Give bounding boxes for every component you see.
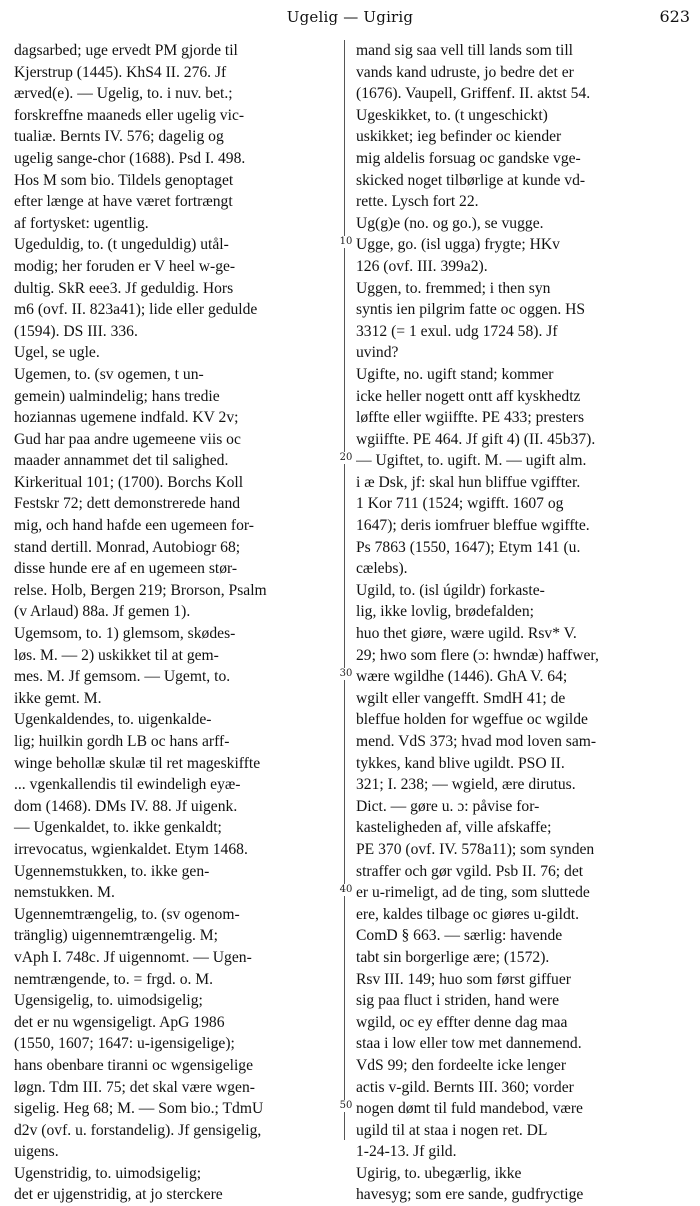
text-line: løffte eller wgiiffte. PE 433; presters	[356, 409, 585, 427]
text-line: Rsv III. 149; huo som først giffuer	[356, 970, 571, 988]
text-line: huo thet giøre, wære ugild. Rsv* V.	[356, 625, 577, 643]
text-line: ere, kaldes tilbage oc giøres u-gildt.	[356, 905, 580, 923]
text-line: (v Arlaud) 88a. Jf gemen 1).	[14, 603, 191, 621]
text-line: 126 (ovf. III. 399a2).	[356, 257, 488, 275]
right-column	[356, 40, 692, 1204]
text-line: 321; I. 238; — wgield, ære dirutus.	[356, 776, 576, 794]
text-line: dom (1468). DMs IV. 88. Jf uigenk.	[14, 797, 238, 815]
line-number: 10	[336, 236, 356, 248]
text-line: Hos M som bio. Tildels genoptaget	[14, 171, 234, 189]
text-line: PE 370 (ovf. IV. 578a11); som synden	[356, 840, 595, 858]
text-line: (1550, 1607; 1647: u-igensigelige);	[14, 1035, 235, 1053]
text-line: løgn. Tdm III. 75; det skal være wgen-	[14, 1078, 255, 1096]
text-line: ugild til at staa i nogen ret. DL	[356, 1121, 548, 1139]
page-number: 623	[659, 7, 690, 26]
text-line: uvind?	[356, 344, 399, 362]
text-line: det er ujgenstridig, at jo sterckere	[14, 1186, 223, 1204]
line-number: 20	[336, 452, 356, 464]
text-line: — Ugiftet, to. ugift. M. — ugift alm.	[356, 452, 587, 470]
text-line: sig paa fluct i striden, hand were	[356, 992, 560, 1010]
text-line: gemein) ualmindelig; hans tredie	[14, 387, 220, 405]
text-line: skicked noget tilbørlige at kunde vd-	[356, 171, 586, 189]
text-line: (1676). Vaupell, Griffenf. II. aktst 54.	[356, 85, 591, 103]
column-divider	[344, 40, 345, 1140]
line-number: 30	[336, 668, 356, 680]
text-line: d2v (ovf. u. forstandelig). Jf gensigelig,	[14, 1121, 262, 1139]
text-line: dultig. SkR eee3. Jf geduldig. Hors	[14, 279, 234, 297]
text-line: maader annammet det til salighed.	[14, 452, 229, 470]
text-line: m6 (ovf. II. 823a41); lide eller gedulde	[14, 301, 258, 319]
text-line: i æ Dsk, jf: skal hun bliffue vgiffter.	[356, 473, 581, 491]
text-line: ærved(e). — Ugelig, to. i nuv. bet.;	[14, 85, 233, 103]
text-line: hoziannas ugemene indfald. KV 2v;	[14, 409, 239, 427]
text-line: tabt sin borgerlige ære; (1572).	[356, 948, 550, 966]
text-line: Ugel, se ugle.	[14, 344, 100, 362]
text-line: sigelig. Heg 68; M. — Som bio.; TdmU	[14, 1100, 264, 1118]
text-line: er u-rimeligt, ad de ting, som sluttede	[356, 884, 590, 902]
text-line: cælebs).	[356, 560, 408, 578]
line-number: 50	[336, 1100, 356, 1112]
text-line: Uggen, to. fremmed; i then syn	[356, 279, 551, 297]
text-line: Dict. — gøre u. ɔ: påvise for-	[356, 797, 540, 815]
text-line: mig aldelis forsuag oc gandske vge-	[356, 149, 581, 167]
text-line: mend. VdS 373; hvad mod loven sam-	[356, 733, 597, 750]
text-line: stand dertill. Monrad, Autobiogr 68;	[14, 538, 241, 556]
text-line: Ugenstridig, to. uimodsigelig;	[14, 1164, 202, 1182]
text-line: (1594). DS III. 336.	[14, 322, 138, 340]
text-line: actis v-gild. Bernts III. 360; vorder	[356, 1078, 574, 1096]
text-line: nogen dømt til fuld mandebod, være	[356, 1100, 583, 1118]
text-line: forskreffne maaneds eller ugelig vic-	[14, 106, 245, 124]
text-line: relse. Holb, Bergen 219; Brorson, Psalm	[14, 581, 267, 599]
text-line: Ugennemstukken, to. ikke gen-	[14, 862, 210, 880]
text-line: vAph I. 748c. Jf uigennomt. — Ugen-	[14, 948, 252, 966]
text-line: løs. M. — 2) uskikket til at gem-	[14, 646, 219, 664]
text-line: ComD § 663. — særlig: havende	[356, 927, 563, 945]
text-line: 1647); deris iomfruer bleffue wgiffte.	[356, 517, 590, 535]
text-line: Ugennemtrængelig, to. (sv ogenom-	[14, 905, 240, 923]
text-line: wgild, oc ey effter denne dag maa	[356, 1013, 568, 1031]
text-line: wære wgildhe (1446). GhA V. 64;	[356, 668, 568, 686]
text-line: lig, ikke lovlig, brødefalden;	[356, 603, 534, 621]
text-line: mig, och hand hafde een ugemeen for-	[14, 517, 254, 535]
text-line: nemtrængende, to. = frgd. o. M.	[14, 970, 214, 988]
text-line: tykkes, kand blive ugildt. PSO II.	[356, 754, 565, 772]
text-line: af fortysket: ugentlig.	[14, 214, 149, 232]
text-line: Kirkeritual 101; (1700). Borchs Koll	[14, 473, 244, 491]
text-line: det er nu wgensigeligt. ApG 1986	[14, 1013, 225, 1031]
text-line: dagsarbed; uge ervedt PM gjorde til	[14, 42, 238, 59]
text-line: staa i low eller tow met dannemend.	[356, 1035, 582, 1053]
text-line: Ugemen, to. (sv ogemen, t un-	[14, 365, 204, 383]
running-header	[0, 4, 700, 30]
text-line: — Ugenkaldet, to. ikke genkaldt;	[14, 819, 222, 837]
text-line: mand sig saa vell till lands som till	[356, 42, 573, 59]
text-line: disse hunde ere af en ugemeen stør-	[14, 560, 238, 578]
text-line: Ugeskikket, to. (t ungeschickt)	[356, 106, 548, 124]
text-line: kasteligheden af, ville afskaffe;	[356, 819, 552, 837]
text-line: hans obenbare tiranni oc wgensigelige	[14, 1056, 254, 1074]
text-line: ... vgenkallendis til ewindeligh eyæ-	[14, 776, 241, 794]
text-line: Festskr 72; dett demonstrerede hand	[14, 495, 241, 513]
text-line: Gud har paa andre ugemeene viis oc	[14, 430, 241, 448]
text-line: 3312 (= 1 exul. udg 1724 58). Jf	[356, 322, 558, 340]
left-column	[14, 40, 332, 1204]
text-line: havesyg; som ere sande, gudfryctige	[356, 1186, 584, 1204]
running-title: Ugelig — Ugirig	[286, 8, 414, 26]
text-line: Ugeduldig, to. (t ungeduldig) utål-	[14, 236, 229, 254]
text-line: 1-24-13. Jf gild.	[356, 1143, 457, 1161]
line-number: 40	[336, 884, 356, 896]
text-line: Ugemsom, to. 1) glemsom, skødes-	[14, 625, 236, 643]
text-line: tränglig) uigennemtrængelig. M;	[14, 927, 218, 945]
text-line: bleffue holden for wgeffue oc wgilde	[356, 711, 588, 729]
text-line: uigens.	[14, 1143, 59, 1161]
text-line: Ugenkaldendes, to. uigenkalde-	[14, 711, 212, 729]
text-line: wgiiffte. PE 464. Jf gift 4) (II. 45b37).	[356, 430, 596, 448]
text-line: lig; huilkin gordh LB oc hans arff-	[14, 733, 230, 750]
text-line: Ug(g)e (no. og go.), se vugge.	[356, 214, 544, 232]
text-line: rette. Lysch fort 22.	[356, 193, 479, 211]
text-line: Ugild, to. (isl úgildr) forkaste-	[356, 581, 545, 599]
text-line: ugelig sange-chor (1688). Psd I. 498.	[14, 149, 246, 167]
text-line: winge behollæ skulæ til ret mageskiffte	[14, 754, 261, 772]
text-line: Ugifte, no. ugift stand; kommer	[356, 365, 554, 383]
text-line: mes. M. Jf gemsom. — Ugemt, to.	[14, 668, 231, 686]
text-line: vands kand udruste, jo bedre det er	[356, 63, 574, 81]
text-line: Ps 7863 (1550, 1647); Etym 141 (u.	[356, 538, 581, 556]
text-line: nemstukken. M.	[14, 884, 115, 902]
text-line: Ugge, go. (isl ugga) frygte; HKv	[356, 236, 560, 254]
text-line: uskikket; ieg befinder oc kiender	[356, 128, 562, 146]
text-line: irrevocatus, wgienkaldet. Etym 1468.	[14, 840, 248, 858]
text-line: 1 Kor 711 (1524; wgifft. 1607 og	[356, 495, 564, 513]
text-line: efter længe at have været fortrængt	[14, 193, 233, 211]
text-line: Ugensigelig, to. uimodsigelig;	[14, 992, 203, 1010]
text-line: syntis ien pilgrim fatte oc oggen. HS	[356, 301, 586, 319]
text-line: Kjerstrup (1445). KhS4 II. 276. Jf	[14, 63, 227, 81]
text-line: straffer och gør vgild. Psb II. 76; det	[356, 862, 584, 880]
text-line: wgilt eller vangefft. SmdH 41; de	[356, 689, 566, 707]
text-line: 29; hwo som flere (ɔ: hwndæ) haffwer,	[356, 646, 599, 664]
text-line: Ugirig, to. ubegærlig, ikke	[356, 1164, 522, 1182]
text-line: VdS 99; den fordeelte icke lenger	[356, 1056, 567, 1074]
text-line: tualiæ. Bernts IV. 576; dagelig og	[14, 128, 224, 146]
text-line: ikke gemt. M.	[14, 689, 102, 707]
text-line: modig; her foruden er V heel w-ge-	[14, 257, 236, 275]
text-line: icke heller nogett ontt aff kyskhedtz	[356, 387, 581, 405]
